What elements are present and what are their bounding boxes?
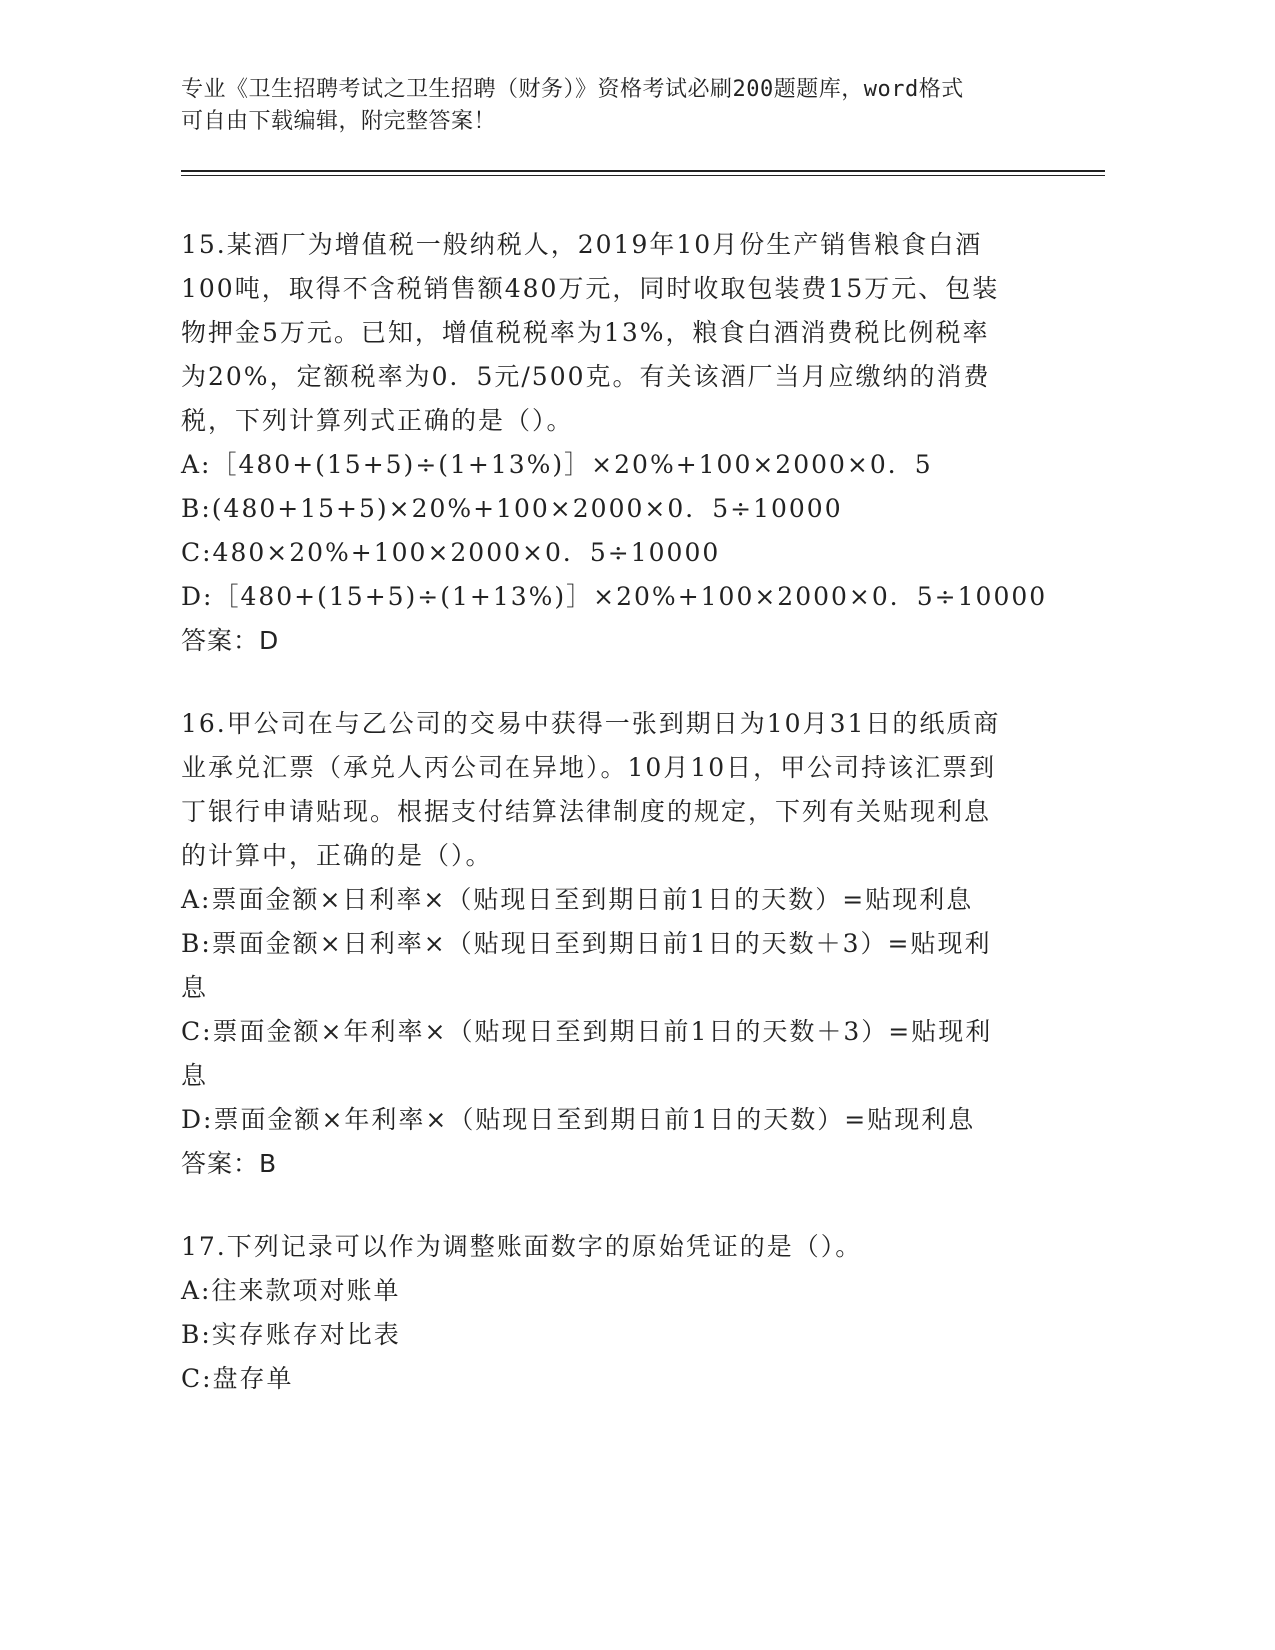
option-a: A:票面金额×日利率×（贴现日至到期日前1日的天数）=贴现利息 <box>181 885 974 914</box>
header-title-line-1: 专业《卫生招聘考试之卫生招聘（财务）》资格考试必刷200题题库，word格式 <box>181 77 964 102</box>
option-a: A:往来款项对账单 <box>181 1276 401 1305</box>
question-stem-line: 100吨，取得不含税销售额480万元，同时收取包装费15万元、包装 <box>181 274 1000 303</box>
option-a: A:［480+(15+5)÷(1+13%)］×20%+100×2000×0．5 <box>181 450 933 479</box>
header-divider-thick <box>181 170 1105 172</box>
question-stem-line: 为20%，定额税率为0．5元/500克。有关该酒厂当月应缴纳的消费 <box>181 362 991 391</box>
option-c: C:票面金额×年利率×（贴现日至到期日前1日的天数＋3）=贴现利 <box>181 1017 993 1046</box>
header-title-line-2: 可自由下载编辑，附完整答案！ <box>181 109 497 134</box>
option-c: C:480×20%+100×2000×0．5÷10000 <box>181 538 721 567</box>
header-divider-thin <box>181 175 1105 176</box>
option-d: D:［480+(15+5)÷(1+13%)］×20%+100×2000×0．5÷10000 <box>181 582 1048 611</box>
option-b: B:(480+15+5)×20%+100×2000×0．5÷10000 <box>181 494 843 523</box>
question-15 <box>181 223 1071 663</box>
question-stem-line: 15.某酒厂为增值税一般纳税人，2019年10月份生产销售粮食白酒 <box>181 230 983 259</box>
option-b: B:票面金额×日利率×（贴现日至到期日前1日的天数＋3）=贴现利 <box>181 929 992 958</box>
question-stem-line: 物押金5万元。已知，增值税税率为13%，粮食白酒消费税比例税率 <box>181 318 990 347</box>
option-d: D:票面金额×年利率×（贴现日至到期日前1日的天数）=贴现利息 <box>181 1105 976 1134</box>
question-stem-line: 税，下列计算列式正确的是（）。 <box>181 406 574 435</box>
option-c-continued: 息 <box>181 1061 209 1090</box>
option-b-continued: 息 <box>181 973 209 1002</box>
question-stem-line: 16.甲公司在与乙公司的交易中获得一张到期日为10月31日的纸质商 <box>181 709 1001 738</box>
page-header <box>181 74 1061 138</box>
option-c: C:盘存单 <box>181 1364 294 1393</box>
answer-label: 答案：B <box>181 1149 278 1178</box>
question-stem-line: 业承兑汇票（承兑人丙公司在异地）。10月10日，甲公司持该汇票到 <box>181 753 997 782</box>
question-17 <box>181 1225 1071 1401</box>
question-stem-line: 丁银行申请贴现。根据支付结算法律制度的规定，下列有关贴现利息 <box>181 797 992 826</box>
question-16 <box>181 702 1071 1186</box>
option-b: B:实存账存对比表 <box>181 1320 401 1349</box>
answer-label: 答案：D <box>181 626 280 655</box>
question-stem-line: 17.下列记录可以作为调整账面数字的原始凭证的是（）。 <box>181 1232 863 1261</box>
question-stem-line: 的计算中，正确的是（）。 <box>181 841 493 870</box>
